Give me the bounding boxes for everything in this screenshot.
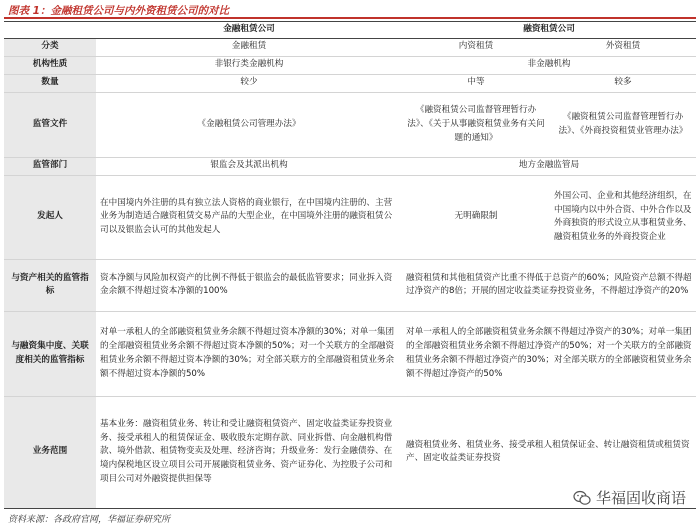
header-financial-leasing: 金融租赁公司: [96, 22, 402, 39]
row-label-financing-indicator: 与融资集中度、关联度相关的监管指标: [4, 311, 96, 396]
quantity-domestic: 中等: [402, 74, 550, 92]
table-row: [4, 92, 696, 157]
asset-indicator-leasing: 融资租赁和其他租赁资产比重不得低于总资产的60%；风险资产总额不得超过净资产的8倍；开展的固定收益类证券投资业务，不得超过净资产的20%: [402, 259, 696, 311]
financing-indicator-leasing: 对单一承租人的全部融资租赁业务余额不得超过净资产的30%；对单一集团的全部融资租赁业务余额不得超过净资产的50%；对一个关联方的全部融资租赁业务余额不得超过净资产的30%；对全部关联方的全部融资租赁业务余额不得超过净资产的50%: [402, 311, 696, 396]
row-label-sponsor: 发起人: [4, 175, 96, 259]
business-scope-financial: 基本业务：融资租赁业务、转让和受让融资租赁资产、固定收益类证券投资业务、接受承租人的租赁保证金、吸收股东定期存款、同业拆借、向金融机构借款、境外借款、租赁物变卖及处理、经济咨询；升级业务：发行金融债券、在境内保税地区设立项目公司开展融资租赁业务、资产证券化、为控股子公司和项目公司对外融资提供担保等: [96, 396, 402, 508]
quantity-foreign: 较多: [550, 74, 696, 92]
regulation-doc-domestic: 《融资租赁公司监督管理暂行办法》、《关于从事融资租赁业务有关问题的通知》: [402, 92, 550, 157]
table-row: [4, 38, 696, 56]
regulator-leasing: 地方金融监管局: [402, 157, 696, 175]
sponsor-domestic: 无明确限制: [402, 175, 550, 259]
asset-indicator-financial: 资本净额与风险加权资产的比例不得低于银监会的最低监管要求；同业拆入资金余额不得超过资本净额的100%: [96, 259, 402, 311]
row-label-asset-indicator: 与资产相关的监管指标: [4, 259, 96, 311]
business-scope-leasing: 融资租赁业务、租赁业务、接受承租人租赁保证金、转让融资租赁或租赁资产、固定收益类证券投资: [402, 396, 696, 508]
wechat-icon: [573, 490, 591, 506]
row-label-category: 分类: [4, 38, 96, 56]
table-header-row: [4, 22, 696, 39]
regulation-doc-financial: 《金融租赁公司管理办法》: [96, 92, 402, 157]
table-row: [4, 74, 696, 92]
row-label-regulation-doc: 监管文件: [4, 92, 96, 157]
table-row: [4, 56, 696, 74]
category-financial: 金融租赁: [96, 38, 402, 56]
regulator-financial: 银监会及其派出机构: [96, 157, 402, 175]
row-label-quantity: 数量: [4, 74, 96, 92]
comparison-table: [4, 21, 696, 509]
header-blank-cell: [4, 22, 96, 39]
row-label-regulator: 监管部门: [4, 157, 96, 175]
table-row: [4, 311, 696, 396]
sponsor-financial: 在中国境内外注册的具有独立法人资格的商业银行，在中国境内注册的、主营业务为制造适合融资租赁交易产品的大型企业，在中国境外注册的融资租赁公司以及银监会认可的其他发起人: [96, 175, 402, 259]
category-domestic: 内资租赁: [402, 38, 550, 56]
watermark-text: 华福固收商语: [595, 489, 686, 507]
watermark: [573, 487, 686, 508]
figure-title: 图表 1：金融租赁公司与内外资租赁公司的对比: [8, 5, 229, 17]
sponsor-foreign: 外国公司、企业和其他经济组织，在中国境内以中外合资、中外合作以及外商独资的形式设立从事租赁业务、融资租赁业务的外商投资企业: [550, 175, 696, 259]
row-label-business-scope: 业务范围: [4, 396, 96, 508]
table-row: [4, 259, 696, 311]
table-row: [4, 157, 696, 175]
nature-financial: 非银行类金融机构: [96, 56, 402, 74]
financing-indicator-financial: 对单一承租人的全部融资租赁业务余额不得超过资本净额的30%；对单一集团的全部融资租赁业务余额不得超过资本净额的50%；对一个关联方的全部融资租赁业务余额不得超过资本净额的30%；对全部关联方的全部融资租赁业务余额不得超过资本净额的50%: [96, 311, 402, 396]
header-finance-leasing: 融资租赁公司: [402, 22, 696, 39]
nature-leasing: 非金融机构: [402, 56, 696, 74]
row-label-nature: 机构性质: [4, 56, 96, 74]
title-divider: [4, 17, 696, 19]
category-foreign: 外资租赁: [550, 38, 696, 56]
quantity-financial: 较少: [96, 74, 402, 92]
source-note: 资料来源：各政府官网，华福证券研究所: [8, 515, 171, 525]
regulation-doc-foreign: 《融资租赁公司监督管理暂行办法》、《外商投资租赁业管理办法》: [550, 92, 696, 157]
table-row: [4, 175, 696, 259]
